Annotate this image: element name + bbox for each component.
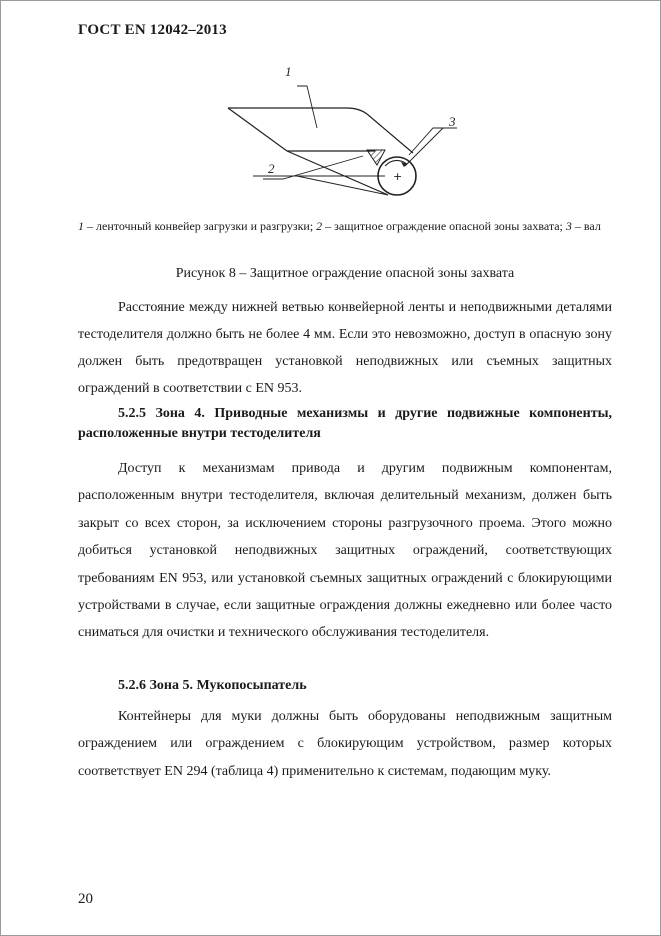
paragraph-2-text: Доступ к механизмам привода и другим подвижным компонентам, расположенным внутри тестоделителя, включая делительный механизм, должен быть закрыт со всех сторон, за исключением стороны разгрузочного проема. Этого можно добиться установкой неподвижных защитных ограждений, соответствующих требованиям EN 953, или установкой съемных защитных ограждений с блокирующими устройствами в случае, если защитные ограждения должны ежедневно или более часто сниматься для очистки и технического обслуживания тестоделителя. xyxy=(78,461,612,641)
paragraph-3-text: Контейнеры для муки должны быть оборудованы неподвижным защитным ограждением или ограждением с блокирующим устройством, размер которых соответствует EN 294 (таблица 4) применительно к системам, подающим муку. xyxy=(78,709,612,779)
legend-text-2: – защитное ограждение опасной зоны захвата; xyxy=(322,219,566,233)
roller-center-mark: + xyxy=(393,170,403,183)
section-heading-5-2-6: 5.2.6 Зона 5. Мукопосыпатель xyxy=(118,678,307,693)
conveyor-diagram xyxy=(225,58,456,203)
conveyor-figure xyxy=(225,58,456,203)
callout-1-label: 1 xyxy=(285,64,292,79)
section-heading-5-2-5 xyxy=(78,404,612,444)
conveyor-belt-top xyxy=(228,108,413,153)
legend-number-2: 2 xyxy=(316,219,323,233)
paragraph-1-text: Расстояние между нижней ветвью конвейерной ленты и неподвижными деталями тестоделителя должно быть не более 4 мм. Если это невозможно, доступ в опасную зону должен быть предотвращен установкой неподвижных или съемных защитных ограждений в соответствии с EN 953. xyxy=(78,300,612,396)
callout-2-label: 2 xyxy=(268,161,275,176)
legend-number-3: 3 xyxy=(565,219,572,233)
paragraph-drive-access xyxy=(78,455,612,647)
section-heading-5-2-5-text: 5.2.5 Зона 4. Приводные механизмы и другие подвижные компоненты, расположенные внутри тестоделителя xyxy=(78,406,612,441)
callout-3-label: 3 xyxy=(449,114,456,129)
figure-title: Рисунок 8 – Защитное ограждение опасной зоны захвата xyxy=(175,266,515,281)
legend-number-1: 1 xyxy=(78,219,84,233)
legend-text-3: – вал xyxy=(571,219,601,233)
page-number: 20 xyxy=(78,891,93,907)
document-header: ГОСТ EN 12042–2013 xyxy=(78,22,227,38)
callout-1-leader xyxy=(297,86,317,128)
figure-legend xyxy=(78,218,612,234)
paragraph-distance-requirement xyxy=(78,294,612,402)
conveyor-belt-left-edge xyxy=(228,108,287,151)
paragraph-flour-containers xyxy=(78,703,612,785)
legend-text-1: – ленточный конвейер загрузки и разгрузки; xyxy=(84,219,317,233)
conveyor-belt-return xyxy=(297,176,388,195)
